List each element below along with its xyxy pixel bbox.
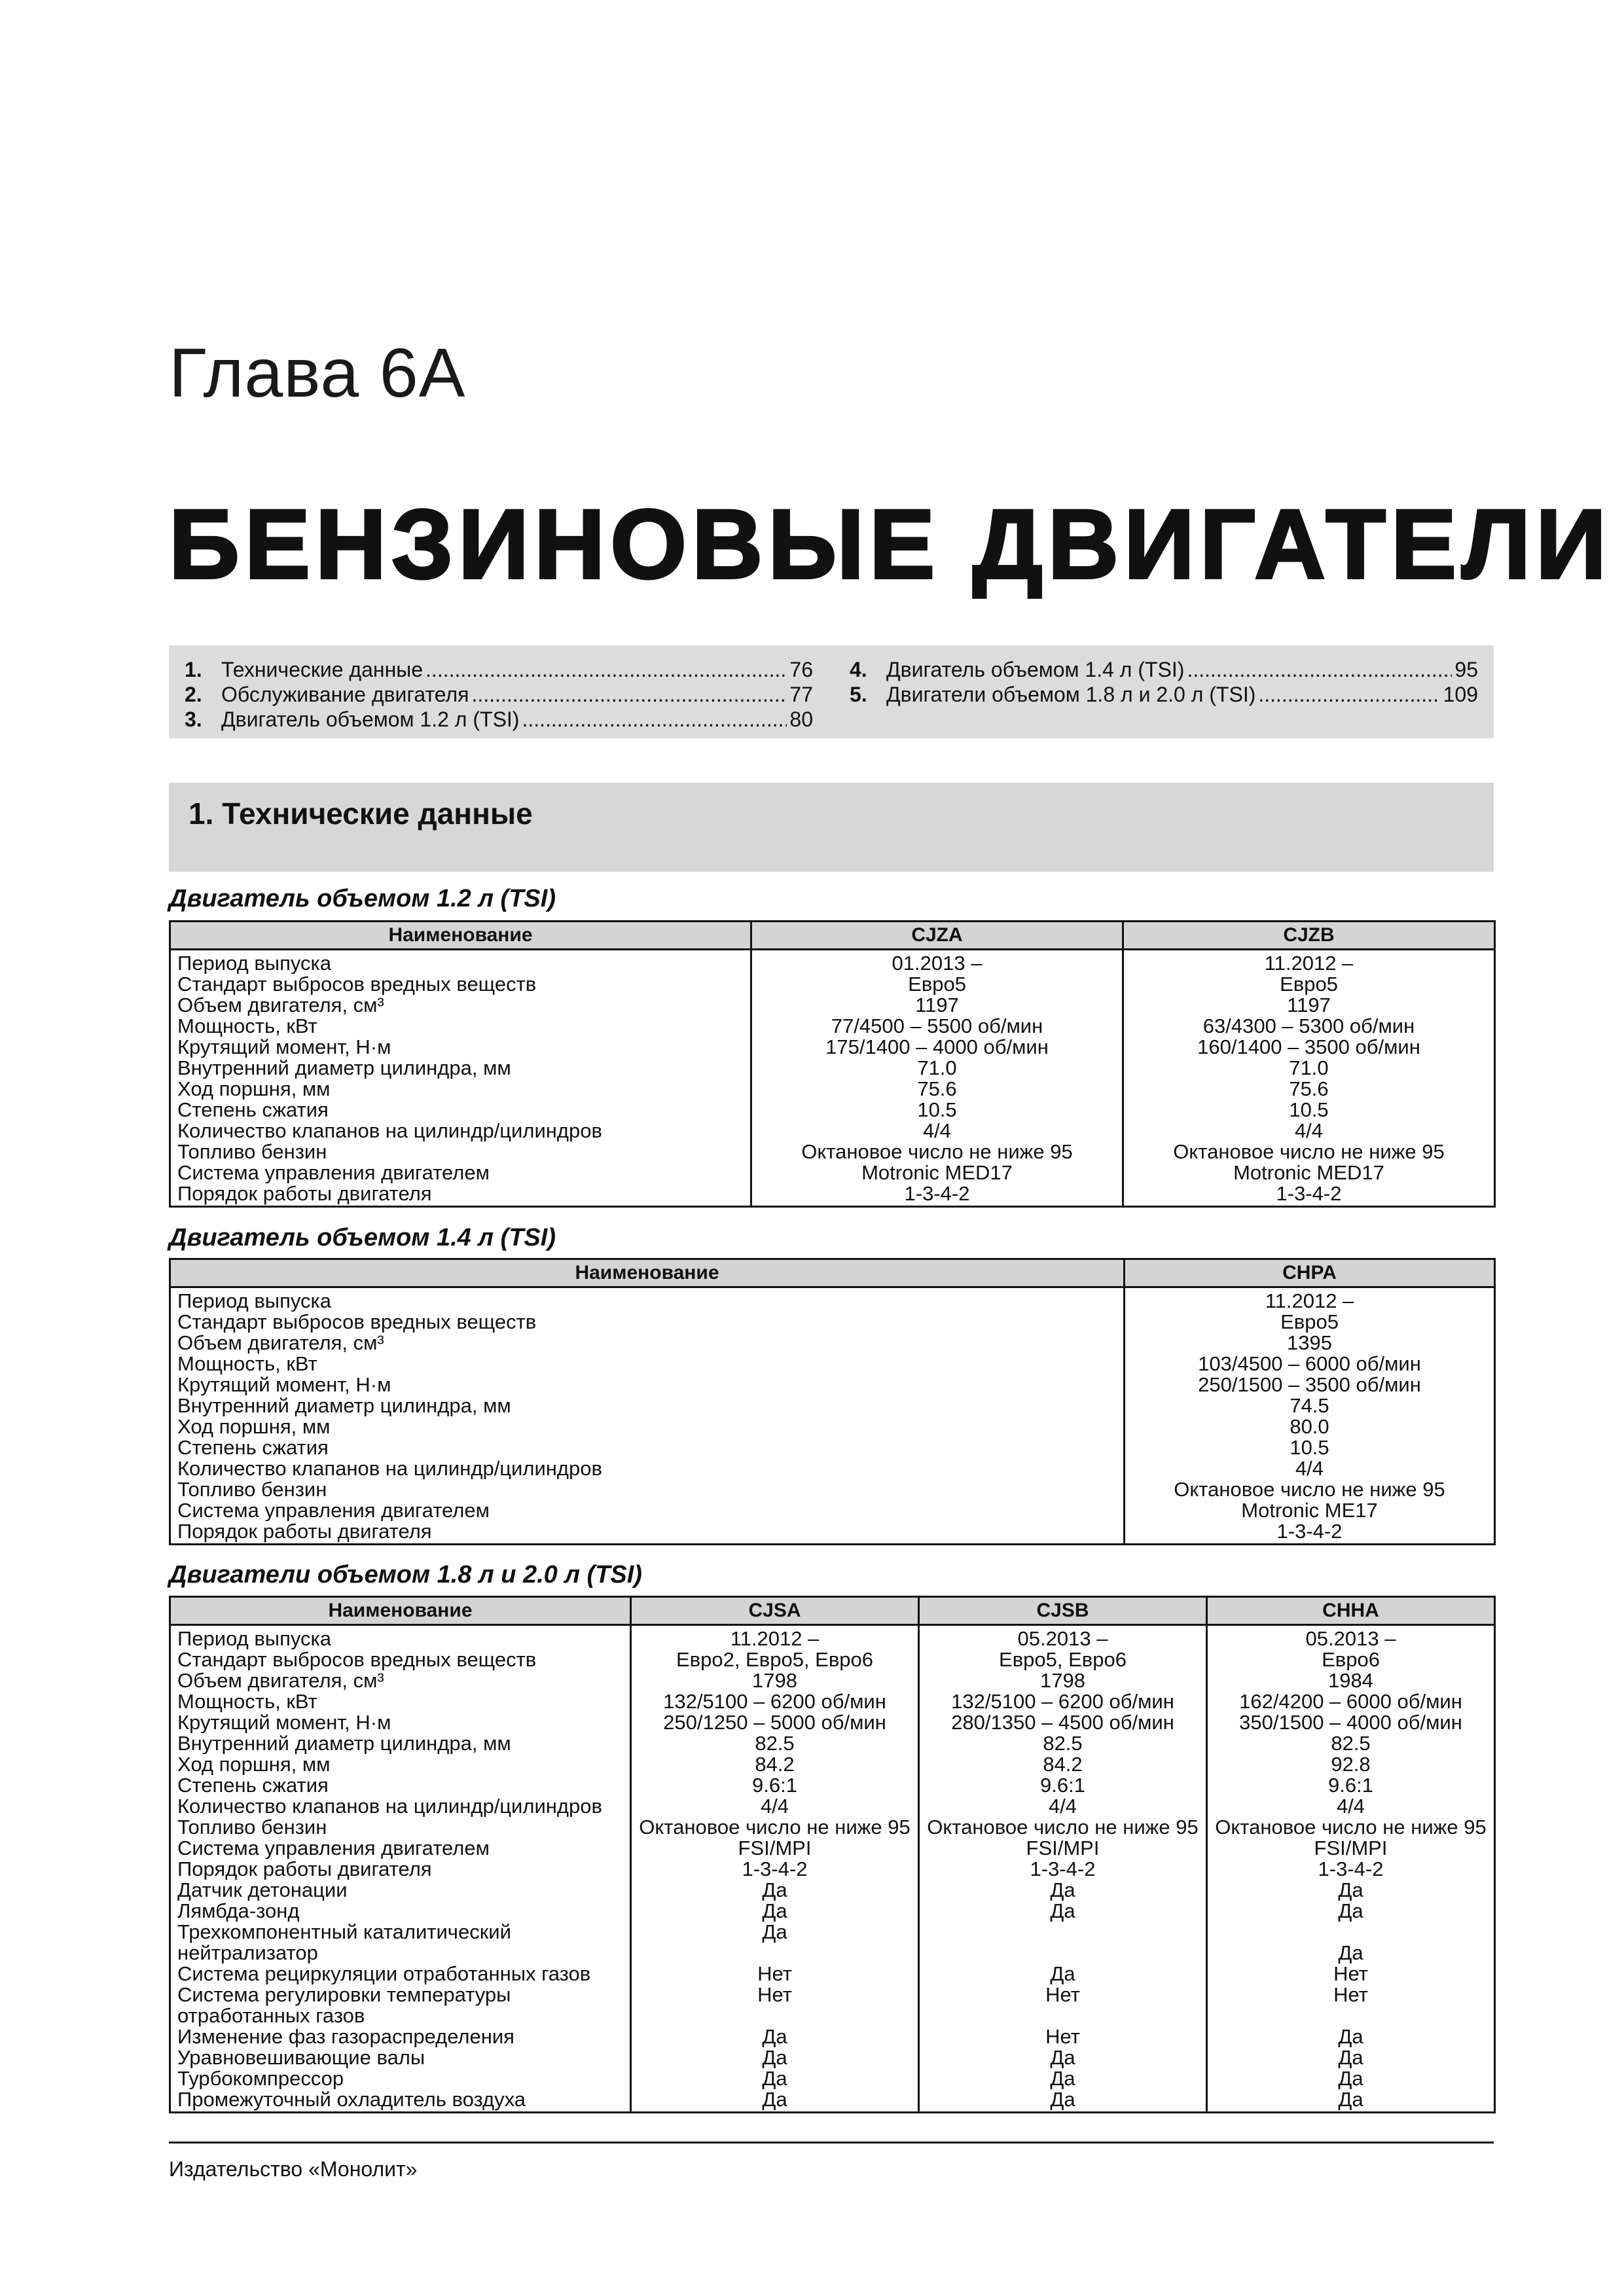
toc-entry[interactable] [185,682,813,707]
value-cell: Да [1207,1922,1495,1964]
value-cell: Motronic MED17 [1123,1162,1495,1183]
value-cell: Да [631,2068,919,2089]
toc-page: 80 [789,708,813,731]
parameter-name-cell: Мощность, кВт [170,1691,631,1712]
table-caption: Двигатель объемом 1.2 л (TSI) [169,885,556,912]
toc-entry[interactable] [185,657,813,682]
page-title: БЕНЗИНОВЫЕ ДВИГАТЕЛИ [169,489,1612,599]
value-cell: 84.2 [631,1754,919,1775]
table-row [170,1333,1495,1354]
parameter-name-cell: Топливо бензин [170,1817,631,1838]
table-row [170,1037,1495,1058]
value-cell: 82.5 [1207,1733,1495,1754]
parameter-name-cell: Система управления двигателем [170,1838,631,1859]
table-row [170,995,1495,1016]
table-row [170,1754,1495,1775]
value-cell: Да [1207,2089,1495,2113]
parameter-name-cell: Система управления двигателем [170,1500,1125,1521]
parameter-name-cell: Степень сжатия [170,1100,751,1121]
spec-table-1-2 [169,920,1496,1208]
table-row [170,1437,1495,1458]
parameter-name-cell: Количество клапанов на цилиндр/цилиндров [170,1458,1125,1479]
value-cell: Нет [1207,1964,1495,1984]
value-cell: Да [631,2026,919,2047]
value-cell: 4/4 [1207,1796,1495,1817]
footer-divider [169,2142,1494,2144]
value-cell: Да [919,1901,1207,1922]
value-cell: Да [1207,2026,1495,2047]
parameter-name-cell: Период выпуска [170,1287,1125,1312]
table-row [170,1649,1495,1670]
value-cell: 9.6:1 [919,1775,1207,1796]
value-cell [919,1922,1207,1964]
value-cell: Евро5, Евро6 [919,1649,1207,1670]
value-cell: Октановое число не ниже 95 [919,1817,1207,1838]
value-cell: Октановое число не ниже 95 [631,1817,919,1838]
table-row [170,1901,1495,1922]
parameter-name-cell: Внутренний диаметр цилиндра, мм [170,1058,751,1079]
parameter-name-cell: Датчик детонации [170,1880,631,1901]
value-cell: 92.8 [1207,1754,1495,1775]
value-cell: 71.0 [1123,1058,1495,1079]
toc-number: 4. [850,658,867,681]
value-cell: 250/1500 – 3500 об/мин [1125,1374,1495,1395]
value-cell: Да [919,1964,1207,1984]
parameter-name-cell: Уравновешивающие валы [170,2047,631,2068]
value-cell: 103/4500 – 6000 об/мин [1125,1354,1495,1374]
value-cell: 10.5 [1123,1100,1495,1121]
value-cell: Да [1207,2068,1495,2089]
table-header-row [170,922,1495,950]
table-of-contents [169,645,1494,738]
parameter-name-cell: Крутящий момент, Н·м [170,1712,631,1733]
value-cell: 1798 [631,1670,919,1691]
table-row [170,1521,1495,1545]
table-row [170,1141,1495,1162]
value-cell: Нет [919,2026,1207,2047]
value-cell: Да [631,1901,919,1922]
parameter-name-cell: Топливо бензин [170,1479,1125,1500]
parameter-name-cell: Система управления двигателем [170,1162,751,1183]
parameter-name-cell: Степень сжатия [170,1775,631,1796]
value-cell: Октановое число не ниже 95 [1125,1479,1495,1500]
table-row [170,1500,1495,1521]
table-row [170,1312,1495,1333]
parameter-name-cell: Стандарт выбросов вредных веществ [170,1312,1125,1333]
toc-leader-dots [471,682,787,707]
table-row [170,1817,1495,1838]
value-cell: 1197 [751,995,1123,1016]
table-row [170,1016,1495,1037]
value-cell: Нет [631,1964,919,1984]
table-row [170,2089,1495,2113]
column-header: CHHA [1207,1597,1495,1625]
value-cell: 4/4 [919,1796,1207,1817]
value-cell: Евро5 [1123,974,1495,995]
table-caption: Двигатели объемом 1.8 л и 2.0 л (TSI) [169,1561,642,1588]
table-row [170,2047,1495,2068]
value-cell: 71.0 [751,1058,1123,1079]
value-cell: 132/5100 – 6200 об/мин [919,1691,1207,1712]
value-cell: 82.5 [919,1733,1207,1754]
value-cell: 4/4 [751,1121,1123,1141]
value-cell: 132/5100 – 6200 об/мин [631,1691,919,1712]
toc-page: 77 [789,683,813,706]
table-row [170,2068,1495,2089]
value-cell: 11.2012 – [631,1625,919,1650]
table-row [170,950,1495,975]
table-row [170,1079,1495,1100]
parameter-name-cell: Топливо бензин [170,1141,751,1162]
parameter-name-cell: Мощность, кВт [170,1016,751,1037]
column-header: CHPA [1125,1259,1495,1287]
value-cell: FSI/MPI [919,1838,1207,1859]
value-cell: 74.5 [1125,1395,1495,1416]
toc-number: 1. [185,658,202,681]
table-row [170,1838,1495,1859]
parameter-name-cell: Порядок работы двигателя [170,1859,631,1880]
value-cell: Да [919,2068,1207,2089]
value-cell: Да [919,2047,1207,2068]
value-cell: 75.6 [1123,1079,1495,1100]
value-cell: 63/4300 – 5300 об/мин [1123,1016,1495,1037]
parameter-name-cell: Система рециркуляции отработанных газов [170,1964,631,1984]
value-cell: 9.6:1 [1207,1775,1495,1796]
value-cell: 75.6 [751,1079,1123,1100]
toc-column-right [850,657,1478,707]
toc-column-left [185,657,813,732]
value-cell: 9.6:1 [631,1775,919,1796]
toc-number: 2. [185,683,202,706]
value-cell: Евро6 [1207,1649,1495,1670]
table-row [170,1354,1495,1374]
value-cell: 05.2013 – [1207,1625,1495,1650]
toc-entry[interactable] [850,682,1478,707]
value-cell: Да [631,2089,919,2113]
table-row [170,1712,1495,1733]
column-header: Наименование [170,1597,631,1625]
value-cell: Да [1207,1901,1495,1922]
parameter-name-cell: Ход поршня, мм [170,1079,751,1100]
parameter-name-cell: Ход поршня, мм [170,1754,631,1775]
parameter-name-cell: Система регулировки температуры отработанных газов [170,1984,631,2026]
parameter-name-cell: Количество клапанов на цилиндр/цилиндров [170,1796,631,1817]
toc-leader-dots [1187,657,1452,682]
toc-leader-dots [1258,682,1440,707]
table-header-row [170,1597,1495,1625]
value-cell: Нет [1207,1984,1495,2026]
value-cell: Motronic ME17 [1125,1500,1495,1521]
column-header: Наименование [170,922,751,950]
table-row [170,2026,1495,2047]
table-row [170,1670,1495,1691]
value-cell: Нет [919,1984,1207,2026]
toc-title: Технические данные [221,658,424,681]
table-row [170,1100,1495,1121]
table-row [170,1691,1495,1712]
table-row [170,1479,1495,1500]
parameter-name-cell: Крутящий момент, Н·м [170,1037,751,1058]
table-row [170,1775,1495,1796]
table-row [170,1458,1495,1479]
table-row [170,1625,1495,1650]
value-cell: FSI/MPI [1207,1838,1495,1859]
parameter-name-cell: Период выпуска [170,1625,631,1650]
value-cell: 350/1500 – 4000 об/мин [1207,1712,1495,1733]
toc-number: 3. [185,708,202,731]
toc-entry[interactable] [850,657,1478,682]
spec-table-1-8-2-0 [169,1596,1496,2113]
value-cell: Октановое число не ниже 95 [1207,1817,1495,1838]
value-cell: 1-3-4-2 [919,1859,1207,1880]
column-header: CJSA [631,1597,919,1625]
value-cell: 4/4 [631,1796,919,1817]
parameter-name-cell: Объем двигателя, см³ [170,1333,1125,1354]
value-cell: Октановое число не ниже 95 [1123,1141,1495,1162]
section-header [169,783,1494,872]
parameter-name-cell: Мощность, кВт [170,1354,1125,1374]
parameter-name-cell: Внутренний диаметр цилиндра, мм [170,1733,631,1754]
parameter-name-cell: Внутренний диаметр цилиндра, мм [170,1395,1125,1416]
section-title: 1. Технические данные [189,797,533,831]
value-cell: 1-3-4-2 [751,1183,1123,1207]
value-cell: 175/1400 – 4000 об/мин [751,1037,1123,1058]
toc-title: Обслуживание двигателя [221,683,469,706]
spec-table-1-4 [169,1258,1496,1545]
value-cell: Да [631,1922,919,1964]
toc-leader-dots [522,707,787,732]
parameter-name-cell: Лямбда-зонд [170,1901,631,1922]
value-cell: 1798 [919,1670,1207,1691]
toc-number: 5. [850,683,867,706]
value-cell: Евро5 [1125,1312,1495,1333]
table-row [170,1183,1495,1207]
table-row [170,1058,1495,1079]
table-row [170,1922,1495,1964]
table-row [170,1287,1495,1312]
value-cell: FSI/MPI [631,1838,919,1859]
parameter-name-cell: Турбокомпрессор [170,2068,631,2089]
toc-page: 76 [789,658,813,681]
parameter-name-cell: Стандарт выбросов вредных веществ [170,974,751,995]
table-row [170,1416,1495,1437]
value-cell: 1984 [1207,1670,1495,1691]
column-header: CJZB [1123,922,1495,950]
table-row [170,1880,1495,1901]
parameter-name-cell: Крутящий момент, Н·м [170,1374,1125,1395]
value-cell: Да [1207,2047,1495,2068]
value-cell: 10.5 [751,1100,1123,1121]
table-row [170,1374,1495,1395]
parameter-name-cell: Стандарт выбросов вредных веществ [170,1649,631,1670]
table-row [170,1984,1495,2026]
parameter-name-cell: Промежуточный охладитель воздуха [170,2089,631,2113]
column-header: CJSB [919,1597,1207,1625]
toc-title: Двигатель объемом 1.4 л (TSI) [886,658,1185,681]
value-cell: 10.5 [1125,1437,1495,1458]
value-cell: 4/4 [1125,1458,1495,1479]
toc-leader-dots [425,657,787,682]
table-header-row [170,1259,1495,1287]
toc-title: Двигатели объемом 1.8 л и 2.0 л (TSI) [886,683,1256,706]
parameter-name-cell: Изменение фаз газораспределения [170,2026,631,2047]
table-row [170,1733,1495,1754]
value-cell: Евро2, Евро5, Евро6 [631,1649,919,1670]
table-row [170,1796,1495,1817]
parameter-name-cell: Объем двигателя, см³ [170,995,751,1016]
value-cell: 77/4500 – 5500 об/мин [751,1016,1123,1037]
parameter-name-cell: Порядок работы двигателя [170,1183,751,1207]
parameter-name-cell: Количество клапанов на цилиндр/цилиндров [170,1121,751,1141]
value-cell: 4/4 [1123,1121,1495,1141]
column-header: CJZA [751,922,1123,950]
parameter-name-cell: Ход поршня, мм [170,1416,1125,1437]
parameter-name-cell: Порядок работы двигателя [170,1521,1125,1545]
value-cell: 250/1250 – 5000 об/мин [631,1712,919,1733]
value-cell: 1197 [1123,995,1495,1016]
value-cell: Motronic MED17 [751,1162,1123,1183]
toc-page: 95 [1454,658,1478,681]
parameter-name-cell: Степень сжатия [170,1437,1125,1458]
value-cell: 1-3-4-2 [1207,1859,1495,1880]
value-cell: 11.2012 – [1123,950,1495,975]
table-row [170,1859,1495,1880]
value-cell: 280/1350 – 4500 об/мин [919,1712,1207,1733]
chapter-label: Глава 6А [169,334,466,412]
value-cell: 1395 [1125,1333,1495,1354]
table-row [170,1395,1495,1416]
value-cell: 1-3-4-2 [1125,1521,1495,1545]
parameter-name-cell: Объем двигателя, см³ [170,1670,631,1691]
value-cell: 80.0 [1125,1416,1495,1437]
value-cell: 1-3-4-2 [631,1859,919,1880]
table-row [170,974,1495,995]
value-cell: 84.2 [919,1754,1207,1775]
table-row [170,1964,1495,1984]
table-caption: Двигатель объемом 1.4 л (TSI) [169,1224,556,1251]
value-cell: 160/1400 – 3500 об/мин [1123,1037,1495,1058]
value-cell: 1-3-4-2 [1123,1183,1495,1207]
value-cell: Да [631,2047,919,2068]
value-cell: 162/4200 – 6000 об/мин [1207,1691,1495,1712]
table-row [170,1121,1495,1141]
toc-entry[interactable] [185,707,813,732]
value-cell: Да [1207,1880,1495,1901]
value-cell: Да [919,1880,1207,1901]
parameter-name-cell: Период выпуска [170,950,751,975]
table-row [170,1162,1495,1183]
toc-page: 109 [1443,683,1478,706]
value-cell: 01.2013 – [751,950,1123,975]
value-cell: Евро5 [751,974,1123,995]
value-cell: Октановое число не ниже 95 [751,1141,1123,1162]
value-cell: 11.2012 – [1125,1287,1495,1312]
toc-title: Двигатель объемом 1.2 л (TSI) [221,708,520,731]
value-cell: Да [631,1880,919,1901]
column-header: Наименование [170,1259,1125,1287]
value-cell: Да [919,2089,1207,2113]
value-cell: 82.5 [631,1733,919,1754]
value-cell: 05.2013 – [919,1625,1207,1650]
parameter-name-cell: Трехкомпонентный каталитический нейтрализатор [170,1922,631,1964]
footer-publisher: Издательство «Монолит» [169,2157,418,2181]
value-cell: Нет [631,1984,919,2026]
